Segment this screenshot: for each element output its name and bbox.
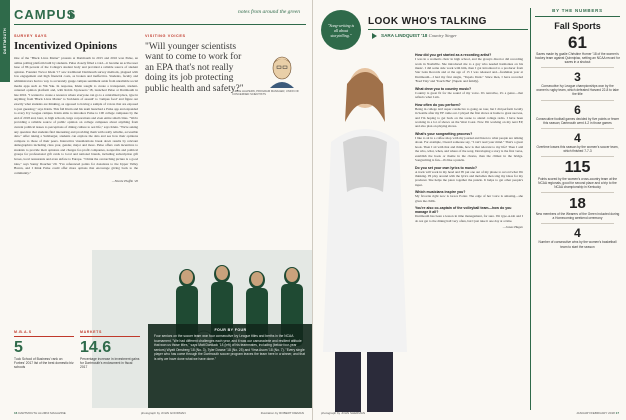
- section-rule: [14, 24, 306, 25]
- illustration-credit: illustration by ROBERT DIEMAN: [260, 411, 304, 415]
- numbers-value: 3: [574, 70, 581, 85]
- qa-question: How did you get started as a recording artist?: [415, 53, 492, 58]
- numbers-item: [535, 34, 620, 64]
- numbers-value: 6: [574, 102, 581, 117]
- section-tab: DARTMOUTH: [0, 0, 10, 82]
- numbers-item: [535, 104, 620, 125]
- qa-answer: Being in college isn't super conducive to going on tour, but I did perform locally in Seattle after my EP came out. I played the first shows at home to great success, and I'm hoping to get back on the scene to attend college radio. I have been working in a lot of shows on the West Coast. Now I'm working on my next EP, and also plan on playing shows.: [415, 106, 523, 129]
- subject-name-text: SARA LINDQUIST '18: [381, 33, 428, 38]
- qa-question: What's your songwriting process?: [415, 132, 473, 137]
- numbers-item: [535, 71, 620, 96]
- qa-question: You're also co-captain of the volleyball team—how do you manage it all?: [415, 206, 512, 215]
- survey-attribution: —Nicole Plaffin '20: [111, 179, 138, 184]
- qa-answer: I was in a women's choir in high school, and the group's director did recording work in Nashville. She introduced me to a guy who needed harmonies on his music. I did some side work with him, then I got introduced to a producer from Star Gala Records and at the age of 15 I was released and—freshman year at Dartmouth—I had my first single, "Tupelo Dark." Since then, I have recorded 'Feed Tiny' and 'Touch Her' (Tupelo and family).: [415, 57, 523, 84]
- qa-question: Which musicians inspire you?: [415, 190, 466, 195]
- numbers-item: [535, 196, 620, 220]
- arrow-icon: [372, 33, 377, 39]
- visiting-quote: "Will younger scientists want to come to work for an EPA that's not really doing its job protecting public health and safety?": [145, 42, 244, 94]
- qa-question: What drew you to country music?: [415, 86, 472, 91]
- stat-label: MARKETS: [80, 330, 102, 334]
- numbers-item: [535, 160, 620, 189]
- singer-photo: [313, 52, 413, 412]
- page-number: 17: [615, 411, 619, 415]
- numbers-item: [535, 227, 620, 248]
- survey-headline: Incentivized Opinions: [14, 40, 117, 52]
- stat-number: 14.6: [80, 339, 112, 356]
- right-page: [313, 0, 626, 420]
- photo-caption: [148, 324, 313, 408]
- qa-item: [415, 190, 523, 203]
- qa-answer: A track will work in my head and I'll put one out of my phone to record what I'm thinking. I'll play around with the lyrics and melodies then sing my ideas for my producer. She helps me piece together the puzzle. It helps to get other people's input.: [415, 169, 523, 187]
- survey-label: SURVEY SAYS: [14, 34, 48, 38]
- pull-quote-circle: "Song-writing is all about storytelling.": [321, 10, 361, 50]
- numbers-desc: New members of the Wearers of the Green inducted during a Homecoming weekend ceremony: [535, 212, 620, 221]
- caption-text: Four seniors on the soccer team won four consecutive Ivy League titles and berths in the NCAA tournament. "We had different challenges each year, and it was our camaraderie and resilient attitude that won us those titles," says Matt Danilack '18 (left) of his teammates, including (below four-year seniors) Wyatt Omsberg '18 (No. 3), Tyler Dowse '18 (No. 25) and Yima Asom '18 (No. 7). "Every single player who has come through the Dartmouth soccer program leaves the team here in a winner, and that is why we have done what we have done.": [154, 334, 306, 361]
- stat-markets: [80, 330, 140, 370]
- stat-label: M.B.A.S: [14, 330, 32, 334]
- numbers-desc: Consecutive football games decided by five points or fewer this season; Dartmouth went 4-2 in those games: [535, 116, 620, 125]
- survey-article: [14, 34, 138, 184]
- caption-title: FOUR BY FOUR: [214, 328, 247, 332]
- numbers-desc: Number of consecutive wins by the women's basketball team to start the season: [538, 240, 617, 249]
- qa-answer: I like to sit in a coffee shop with my journal and listen to what people are talking about. For example, I heard someone say, "I can't read your mind." That's a great hook. Then I sit with that and think, how is that relevant to my life? Then I add the who, what, when, and where of the song. Developing a story is the first verse, establish the hook or theme in the chorus, then the climax in the bridge. Songwriting is fun—it's like a puzzle.: [415, 136, 523, 163]
- arrow-icon: [70, 11, 75, 19]
- subject-role: Country Singer: [428, 33, 457, 38]
- numbers-value: 18: [569, 195, 586, 213]
- numbers-title: Fall Sports: [554, 21, 601, 31]
- stat-desc: Percentage increase in investment gains for Dartmouth's endowment in fiscal 2017: [80, 357, 140, 370]
- qa-answer: Country is great fit for the sound of my voice. It's narrative, it's a genre—that reflects what I am.: [415, 90, 523, 100]
- visiting-credit: —MIKE HALPERN, PROGRAM MANAGER, UNION OF CONCERNED SCIENTISTS: [232, 90, 300, 96]
- subject-name: [381, 33, 457, 38]
- numbers-desc: Points scored by the women's cross-country team at the NCAA regionals, good for second place and a trip to the NCAA championship in Kentucky: [537, 176, 618, 190]
- interview-signature: —Jonas Hagen: [502, 225, 523, 230]
- numbers-value: 4: [574, 130, 581, 145]
- feature-rule: [368, 29, 528, 30]
- numbers-value: 115: [564, 158, 591, 176]
- qa-question: How often do you perform?: [415, 102, 461, 107]
- numbers-header: BY THE NUMBERS: [552, 8, 603, 13]
- interview-qa: [415, 50, 523, 229]
- stat-mbas: [14, 330, 74, 370]
- page-footer: [321, 411, 619, 415]
- page-footer: [14, 411, 304, 415]
- qa-answer: Dartmouth has been a lesson in time management, for sure. I'm type-A-ish and I do not get to the dining hall very often, but I just take it one day at a time.: [415, 214, 523, 223]
- stat-number: 5: [14, 339, 23, 356]
- qa-item: [415, 103, 523, 129]
- numbers-desc: Consecutive Ivy League championships won by the women's rugby team, which defeated Harvard 22-8 to take the title: [536, 84, 619, 97]
- numbers-desc: Saves made by goalie Christine Horner '18 of the women's hockey team against Quinnipiac, setting an NCAA record for saves in a shutout: [535, 52, 620, 65]
- qa-question: Do you set your own lyrics to music?: [415, 165, 478, 170]
- photo-credit: photograph by JOHN GOODMAN: [140, 411, 186, 415]
- numbers-desc: Overtime losses this season by the women's soccer team, which finished 7-7-3: [536, 144, 619, 153]
- qa-item: [415, 87, 523, 100]
- by-the-numbers: [530, 8, 620, 410]
- qa-answer: My favorite right now is Grace Potter. The edge of her voice is amazing—she gives me chills.: [415, 194, 523, 203]
- page-number: 16: [14, 411, 18, 415]
- visiting-label: VISITING VOICES: [145, 34, 186, 38]
- qa-item: [415, 166, 523, 188]
- portrait-illustration: [252, 54, 300, 88]
- section-title: CAMPUS: [14, 7, 77, 22]
- numbers-value: 4: [574, 226, 581, 241]
- issue-date: JANUARY/FEBRUARY 2018: [576, 411, 615, 415]
- qa-item: [415, 53, 523, 83]
- feature-title: LOOK WHO'S TALKING: [368, 16, 487, 27]
- qa-item: [415, 206, 523, 223]
- survey-body: One of the "Black Lives Matter" protests at Dartmouth in 2015 and 2016 won Pulse, an online polling platform built by students. Pulse closely filled a void—it became an active user base of 86 percent of the College's student body and provided a reliable source of student opinion. Founder Trevor Klein '17 saw traditional Dartmouth survey methods, plagued with low engagement and high financial costs, as broken and ineffective. Students, faculty and administrators had no way to accurately gauge campus sentiment aside from unreliable social media apps such as Yik Yak. In response, Klein sought to create a transparent, student-centered opinion platform and, with Robin Jayaweera '18, launched Pulse at Dartmouth in late 2016. "I wanted to create a resource where everyone can go to a centralized place, type in anything from 'Black Lives Matter' to 'incidents of assault' to 'campus food' and figure out exactly what students are thinking, as opposed to having a sample of voices that are exposed to just guessing," says Klein. This fall Klein and his team launched a Pulse app and expanded to every Ivy League campus. Klein aims to introduce Pulse to 100 college campuses by the end of 2018 and, later, to high schools, large corporations and even entire small cities. "We're providing a reliable source of public opinion on college campuses about anything from current political issues to perceptions of dining culture to sex life," says Klein. "We're asking any question that students find interesting and providing them with really reliable, accessible data." After taking a Sulzberger, students can explore the data and see how their opinions compare to those of their peers. Interactive visualizations break down results by relevant demographics including class year, gender, major and more. Pulse offers cash incentives to students to provide their opinions and charges for-profit companies, nonprofits and political groups for professional gift cards to local and national brands, including subscription gift boxes, local restaurants and even airfare to Europe. "I think the overarching picture is a good idea," says Sanny Doucher '20. "I've referenced points for donations to the Upper Valley Haven, and I think Pulse could offer more options that encourage giving back to the community.": [14, 56, 138, 175]
- photo-credit: photograph by JOHN SHERMAN: [321, 411, 366, 415]
- numbers-item: [535, 132, 620, 153]
- stat-desc: Tuck School of Business' rank on Forbes' 2017 list of the best domestic biz schools: [14, 357, 74, 370]
- magazine-name: DARTMOUTH ALUMNI MAGAZINE: [18, 411, 66, 415]
- qa-item: [415, 132, 523, 162]
- numbers-value: 61: [568, 33, 587, 52]
- section-tagline: notes from around the green: [237, 9, 300, 15]
